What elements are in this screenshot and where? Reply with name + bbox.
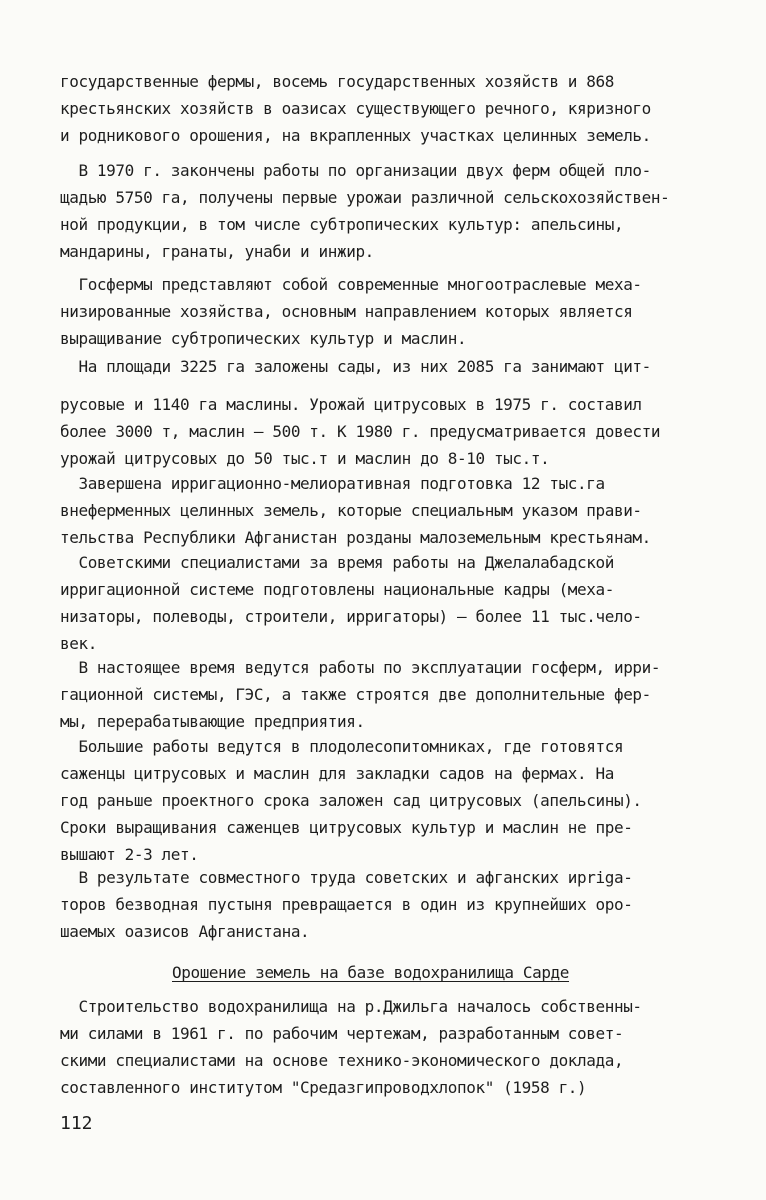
text-line: В 1970 г. закончены работы по организации двух ферм общей пло- (60, 161, 651, 180)
text-line: шаемых оазисов Афганистана. (60, 922, 310, 941)
text-line: В настоящее время ведутся работы по эксплуатации госферм, ирри- (60, 658, 661, 677)
text-line: ми силами в 1961 г. по рабочим чертежам, разработанным совет- (60, 1024, 624, 1043)
text-line: составленного институтом "Средазгипроводхлопок" (1958 г.) (60, 1078, 587, 1097)
section-heading: Орошение земель на базе водохранилища Сарде (172, 963, 570, 982)
text-line: Госфермы представляют собой современные многоотраслевые меха- (60, 275, 642, 294)
text-line: Советскими специалистами за время работы на Джелалабадской (60, 553, 614, 572)
text-line: Сроки выращивания саженцев цитрусовых культур и маслин не пре- (60, 818, 633, 837)
text-line: год раньше проектного срока заложен сад цитрусовых (апельсины). (60, 791, 642, 810)
text-line: торов безводная пустыня превращается в один из крупнейших оро- (60, 895, 633, 914)
text-line: мандарины, гранаты, унаби и инжир. (60, 242, 374, 261)
page-number: 112 (60, 1113, 93, 1134)
text-line: более 3000 т, маслин – 500 т. К 1980 г. предусматривается довести (60, 422, 661, 441)
text-line: Строительство водохранилища на р.Джильга началось собственны- (60, 997, 642, 1016)
text-line: тельства Республики Афганистан розданы малоземельным крестьянам. (60, 528, 651, 547)
text-line: щадью 5750 га, получены первые урожаи различной сельскохозяйствен- (60, 188, 670, 207)
text-line: В результате совместного труда советских и афганских ирriga- (60, 868, 633, 887)
text-line: век. (60, 634, 97, 653)
text-line: крестьянских хозяйств в оазисах существующего речного, кяризного (60, 99, 651, 118)
text-line: внеферменных целинных земель, которые специальным указом прави- (60, 501, 642, 520)
text-line: Завершена ирригационно-мелиоративная подготовка 12 тыс.га (60, 474, 605, 493)
text-line: урожай цитрусовых до 50 тыс.т и маслин до 8-10 тыс.т. (60, 449, 550, 468)
text-line: гационной системы, ГЭС, а также строятся две дополнительные фер- (60, 685, 651, 704)
text-line: На площади 3225 га заложены сады, из них 2085 га занимают цит- (60, 357, 651, 376)
text-line: ной продукции, в том числе субтропических культур: апельсины, (60, 215, 624, 234)
text-line: выращивание субтропических культур и маслин. (60, 329, 467, 348)
text-line: вышают 2-3 лет. (60, 845, 199, 864)
text-line: и родникового орошения, на вкрапленных участках целинных земель. (60, 126, 651, 145)
text-line: Большие работы ведутся в плодолесопитомниках, где готовятся (60, 737, 624, 756)
text-line: государственные фермы, восемь государственных хозяйств и 868 (60, 72, 614, 91)
text-line: низированные хозяйства, основным направлением которых является (60, 302, 633, 321)
text-line: ирригационной системе подготовлены национальные кадры (меха- (60, 580, 614, 599)
text-line: низаторы, полеводы, строители, ирригаторы) – более 11 тыс.чело- (60, 607, 642, 626)
text-line: саженцы цитрусовых и маслин для закладки садов на фермах. На (60, 764, 614, 783)
text-line: скими специалистами на основе технико-экономического доклада, (60, 1051, 624, 1070)
text-line: русовые и 1140 га маслины. Урожай цитрусовых в 1975 г. составил (60, 395, 642, 414)
text-line: мы, перерабатывающие предприятия. (60, 712, 365, 731)
